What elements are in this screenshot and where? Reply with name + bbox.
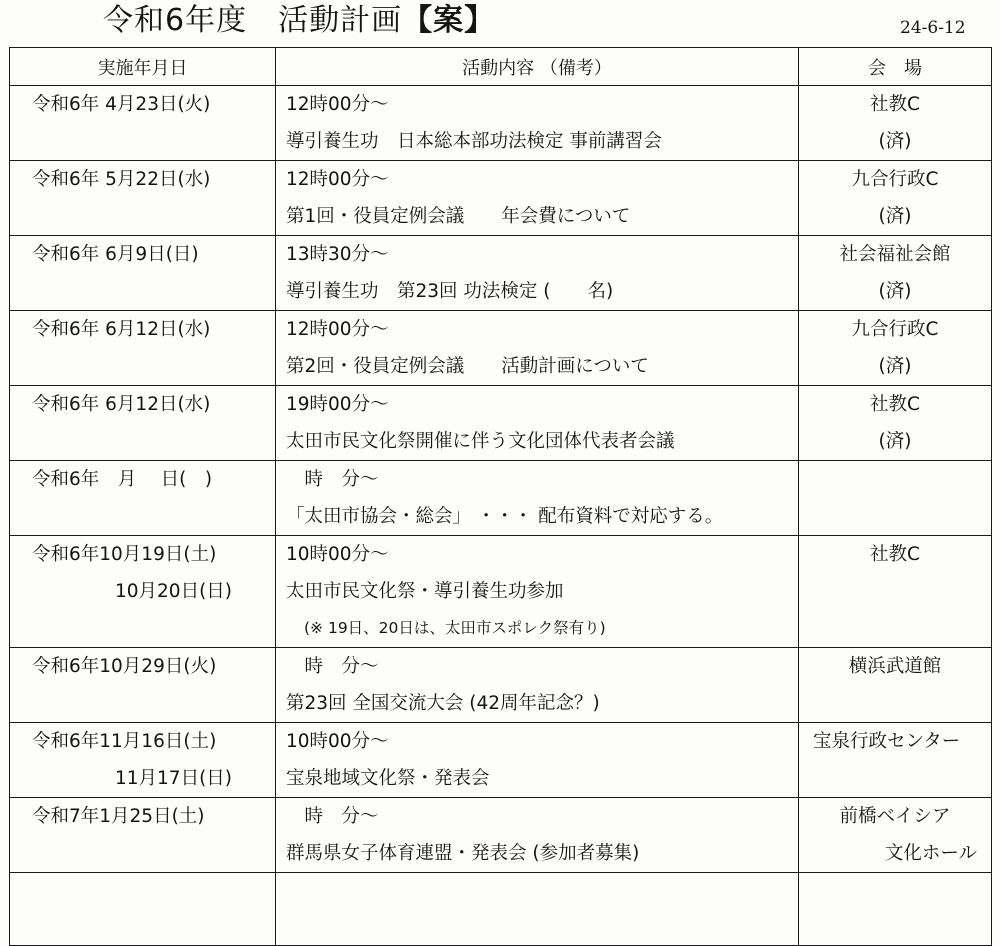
title-draft-mark: 【案】 (402, 3, 496, 38)
activity-content: 太田市民文化祭・導引養生功参加 (286, 581, 564, 602)
venue-status: (済) (878, 431, 912, 452)
activity-time: 10時00分～ (286, 731, 389, 752)
date-cell (10, 386, 276, 461)
activity-content: 第2回・役員定例会議 活動計画について (286, 356, 649, 377)
activity-time: 10時00分～ (286, 544, 389, 565)
activity-content: 群馬県女子体育連盟・発表会 (参加者募集) (286, 843, 640, 864)
activity-content: 導引養生功 第23回 功法検定 ( 名) (286, 281, 614, 302)
activity-cell (276, 236, 799, 311)
venue-status (799, 498, 991, 535)
table-row (10, 723, 992, 798)
activity-plan-table (9, 47, 992, 946)
table-row (10, 798, 992, 873)
activity-time: 19時00分～ (286, 394, 389, 415)
date-line: 令和6年 6月12日(水) (32, 394, 211, 415)
venue-name: 前橋ベイシア (839, 806, 951, 827)
venue-name: 社会福祉会館 (839, 244, 951, 265)
header-date: 実施年月日 (10, 48, 276, 86)
activity-content: 第1回・役員定例会議 年会費について (286, 206, 631, 227)
venue-name: 横浜武道館 (848, 656, 942, 677)
date-cell (10, 86, 276, 161)
venue-status (799, 685, 991, 722)
date-cell (10, 161, 276, 236)
table-row (10, 236, 992, 311)
activity-cell (276, 386, 799, 461)
venue-name: 九合行政C (851, 319, 939, 340)
venue-name: 社教C (870, 94, 920, 115)
table-row (10, 648, 992, 723)
page-title (103, 2, 495, 40)
venue-cell (799, 86, 992, 161)
venue-cell (799, 536, 992, 648)
activity-cell (276, 161, 799, 236)
activity-cell (276, 536, 799, 648)
venue-status: (済) (878, 356, 912, 377)
table-row (10, 161, 992, 236)
venue-cell (799, 311, 992, 386)
activity-content: 第23回 全国交流大会 (42周年記念？) (286, 693, 600, 714)
venue-status: (済) (878, 281, 912, 302)
activity-time: 12時00分～ (286, 319, 389, 340)
venue-cell (799, 386, 992, 461)
empty-venue-cell (799, 873, 992, 946)
venue-extra (799, 610, 991, 647)
activity-time: 時 分～ (286, 656, 379, 677)
activity-cell (276, 461, 799, 536)
table-row (10, 386, 992, 461)
activity-cell (276, 311, 799, 386)
venue-name (799, 461, 991, 498)
table-row (10, 86, 992, 161)
date-cell (10, 236, 276, 311)
venue-cell (799, 648, 992, 723)
venue-name-second: 文化ホール (884, 843, 977, 864)
date-cell (10, 648, 276, 723)
venue-cell (799, 161, 992, 236)
title-text: 令和6年度 活動計画 (103, 3, 403, 38)
activity-time: 時 分～ (286, 806, 379, 827)
activity-content: 「太田市協会・総会」 ・・・ 配布資料で対応する。 (286, 506, 724, 527)
date-cell (10, 461, 276, 536)
header-activity: 活動内容 （備考） (276, 48, 799, 86)
venue-cell (799, 798, 992, 873)
table-row (10, 461, 992, 536)
empty-activity-cell (276, 873, 799, 946)
table-row (10, 311, 992, 386)
venue-name: 社教C (870, 394, 920, 415)
header-venue: 会 場 (799, 48, 992, 86)
activity-content: 導引養生功 日本総本部功法検定 事前講習会 (286, 131, 662, 152)
date-line: 令和6年 6月9日(日) (32, 244, 199, 265)
venue-name: 九合行政C (851, 169, 939, 190)
venue-status (799, 573, 991, 610)
activity-cell (276, 723, 799, 798)
date-cell (10, 798, 276, 873)
date-line: 令和7年1月25日(土) (32, 806, 205, 827)
activity-content: 宝泉地域文化祭・発表会 (286, 768, 490, 789)
activity-cell (276, 648, 799, 723)
activity-cell (276, 86, 799, 161)
venue-status: (済) (878, 131, 912, 152)
venue-name: 宝泉行政センター (813, 731, 961, 752)
venue-cell (799, 236, 992, 311)
date-line: 令和6年 4月23日(火) (32, 94, 211, 115)
date-line: 令和6年10月29日(火) (32, 656, 217, 677)
table-row (10, 536, 992, 648)
document-date: 24-6-12 (900, 18, 966, 38)
empty-row (10, 873, 992, 946)
date-line: 令和6年 月 日( ) (32, 469, 213, 490)
venue-name: 社教C (870, 544, 920, 565)
date-line-second: 11月17日(日) (115, 768, 233, 789)
date-line: 令和6年 5月22日(水) (32, 169, 211, 190)
empty-date-cell (10, 873, 276, 946)
date-line-second: 10月20日(日) (115, 581, 233, 602)
date-line: 令和6年11月16日(土) (32, 731, 217, 752)
activity-time: 13時30分～ (286, 244, 389, 265)
activity-time: 12時00分～ (286, 94, 389, 115)
date-line: 令和6年10月19日(土) (32, 544, 217, 565)
date-cell (10, 311, 276, 386)
header-row (10, 48, 992, 86)
date-cell (10, 723, 276, 798)
date-line: 令和6年 6月12日(水) (32, 319, 211, 340)
venue-status: (済) (878, 206, 912, 227)
activity-time: 12時00分～ (286, 169, 389, 190)
venue-status (799, 760, 991, 797)
venue-cell (799, 461, 992, 536)
activity-content: 太田市民文化祭開催に伴う文化団体代表者会議 (286, 431, 675, 452)
activity-cell (276, 798, 799, 873)
venue-cell (799, 723, 992, 798)
activity-time: 時 分～ (286, 469, 379, 490)
activity-note: (※ 19日、20日は、太田市スポレク祭有り) (304, 619, 606, 637)
date-cell (10, 536, 276, 648)
